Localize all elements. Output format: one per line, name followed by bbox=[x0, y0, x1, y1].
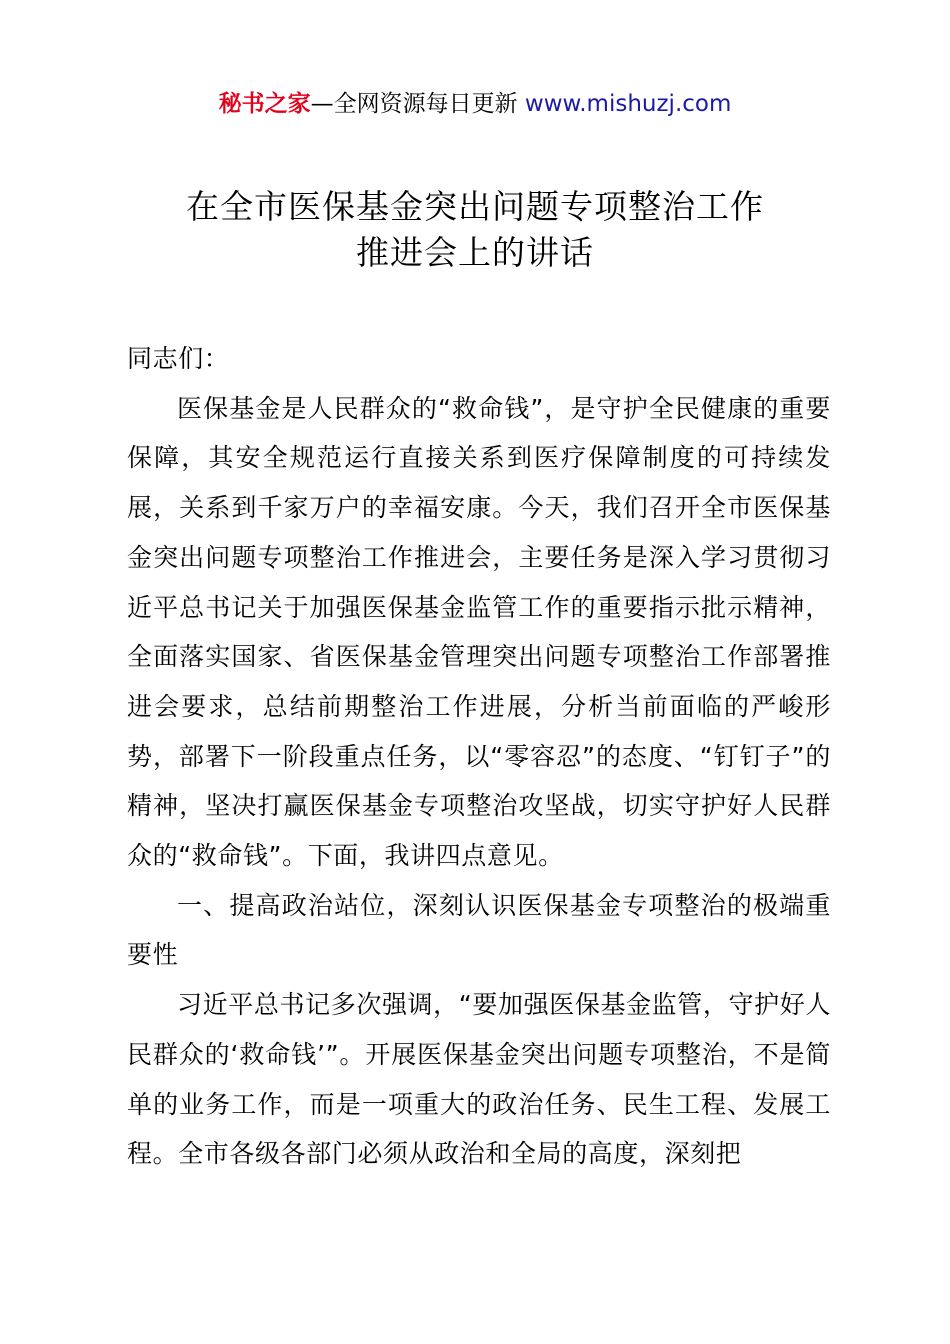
section-heading-1: 一、提高政治站位，深刻认识医保基金专项整治的极端重要性 bbox=[127, 890, 831, 970]
site-header bbox=[0, 88, 950, 120]
brand-name: 秘书之家 bbox=[218, 91, 311, 117]
title-line-1: 在全市医保基金突出问题专项整治工作 bbox=[186, 187, 764, 226]
site-url[interactable]: www.mishuzj.com bbox=[524, 91, 732, 117]
paragraph-intro: 医保基金是人民群众的“救命钱”，是守护全民健康的重要保障，其安全规范运行直接关系到医疗保障制度的可持续发展，关系到千家万户的幸福安康。今天，我们召开全市医保基金突出问题专项整治工作推进会，主要任务是深入学习贯彻习近平总书记关于加强医保基金监管工作的重要指示批示精神，全面落实国家、省医保基金管理突出问题专项整治工作部署推进会要求，总结前期整治工作进展，分析当前面临的严峻形势，部署下一阶段重点任务，以“零容忍”的态度、“钉钉子”的精神，坚决打赢医保基金专项整治攻坚战，切实守护好人民群众的“救命钱”。下面，我讲四点意见。 bbox=[127, 393, 831, 871]
salutation: 同志们： bbox=[127, 344, 230, 373]
header-slogan: —全网资源每日更新 bbox=[310, 91, 518, 117]
title-line-2: 推进会上的讲话 bbox=[356, 233, 594, 272]
document-title bbox=[0, 184, 950, 276]
document-body bbox=[127, 334, 831, 1179]
paragraph-section-1: 习近平总书记多次强调，“要加强医保基金监管，守护好人民群众的‘救命钱’”。开展医保基金突出问题专项整治，不是简单的业务工作，而是一项重大的政治任务、民生工程、发展工程。全市各级各部门必须从政治和全局的高度，深刻把 bbox=[127, 990, 831, 1169]
